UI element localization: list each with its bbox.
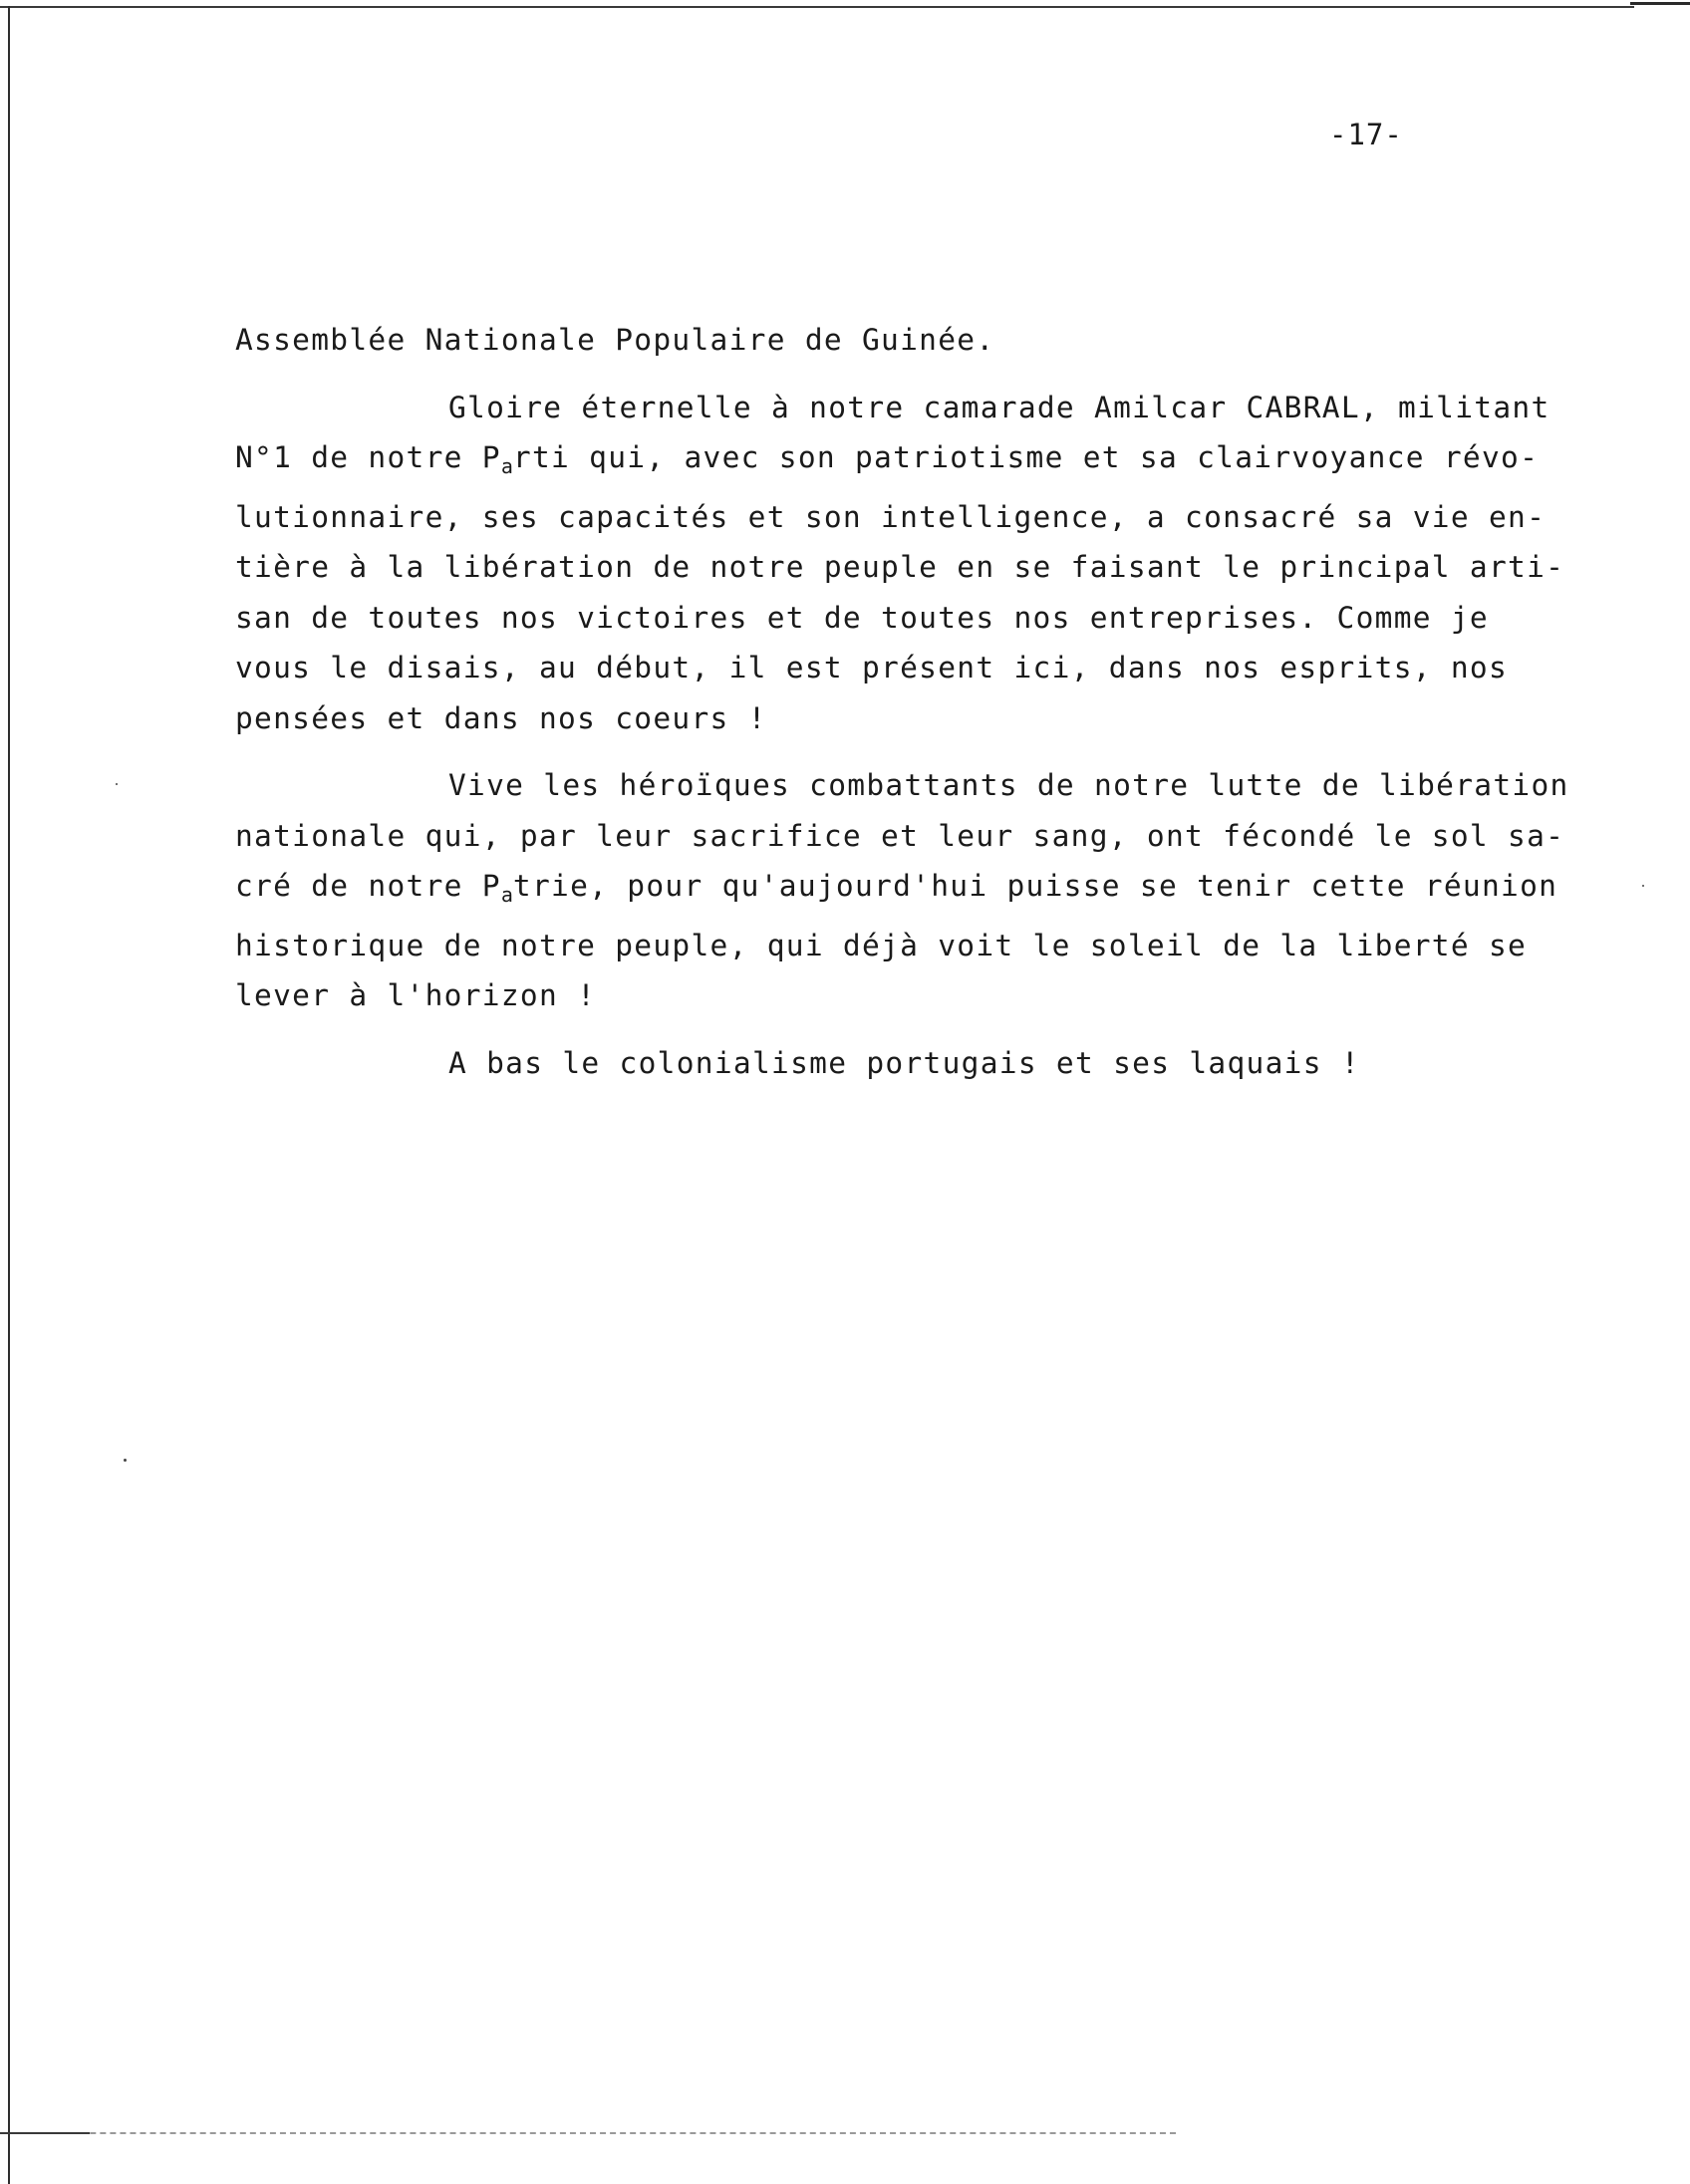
paragraph-3-line-1: A bas le colonialisme portugais et ses laquais ! — [448, 1045, 1360, 1080]
paragraph-1-line-5: san de toutes nos victoires et de toutes nos entreprises. Comme je — [235, 600, 1489, 635]
scan-edge-top-right — [1630, 2, 1690, 5]
scan-speck — [116, 783, 118, 785]
paragraph-2-line-1: Vive les héroïques combattants de notre lutte de libération — [448, 768, 1569, 802]
paragraph-1-line-2: N°1 de notre $P_arti$ qui, avec son patriotisme et sa clairvoyance révo- — [235, 440, 1540, 478]
paragraph-1-line-1: Gloire éternelle à notre camarade Amilcar CABRAL, militant — [448, 390, 1550, 424]
scan-speck — [1642, 885, 1644, 887]
paragraph-2-line-4: historique de notre peuple, qui déjà voit le soleil de la liberté se — [235, 928, 1528, 962]
paragraph-1-line-7: pensées et dans nos coeurs ! — [235, 700, 767, 735]
paragraph-2-line-2: nationale qui, par leur sacrifice et leur sang, ont fécondé le sol sa- — [235, 818, 1565, 853]
paragraph-2-line-3: cré de notre $P_atrie$, pour qu'aujourd'hui puisse se tenir cette réunion — [235, 869, 1558, 907]
scan-edge-top — [0, 6, 1634, 8]
page-number: -17- — [1329, 118, 1403, 151]
body-text — [235, 315, 1620, 1088]
paragraph-1-line-4: tière à la libération de notre peuple en se faisant le principal arti- — [235, 550, 1565, 584]
paragraph-2-line-5: lever à l'horizon ! — [235, 978, 597, 1012]
scan-speck — [124, 1459, 127, 1462]
scan-edge-bottom-solid — [0, 2132, 90, 2134]
paragraph-1-line-6: vous le disais, au début, il est présent ici, dans nos esprits, nos — [235, 651, 1509, 684]
scan-edge-bottom — [0, 2132, 1176, 2134]
paragraph-1-line-3: lutionnaire, ses capacités et son intelligence, a consacré sa vie en- — [235, 499, 1547, 534]
scan-edge-left — [8, 6, 10, 2184]
heading-line: Assemblée Nationale Populaire de Guinée. — [235, 323, 995, 357]
